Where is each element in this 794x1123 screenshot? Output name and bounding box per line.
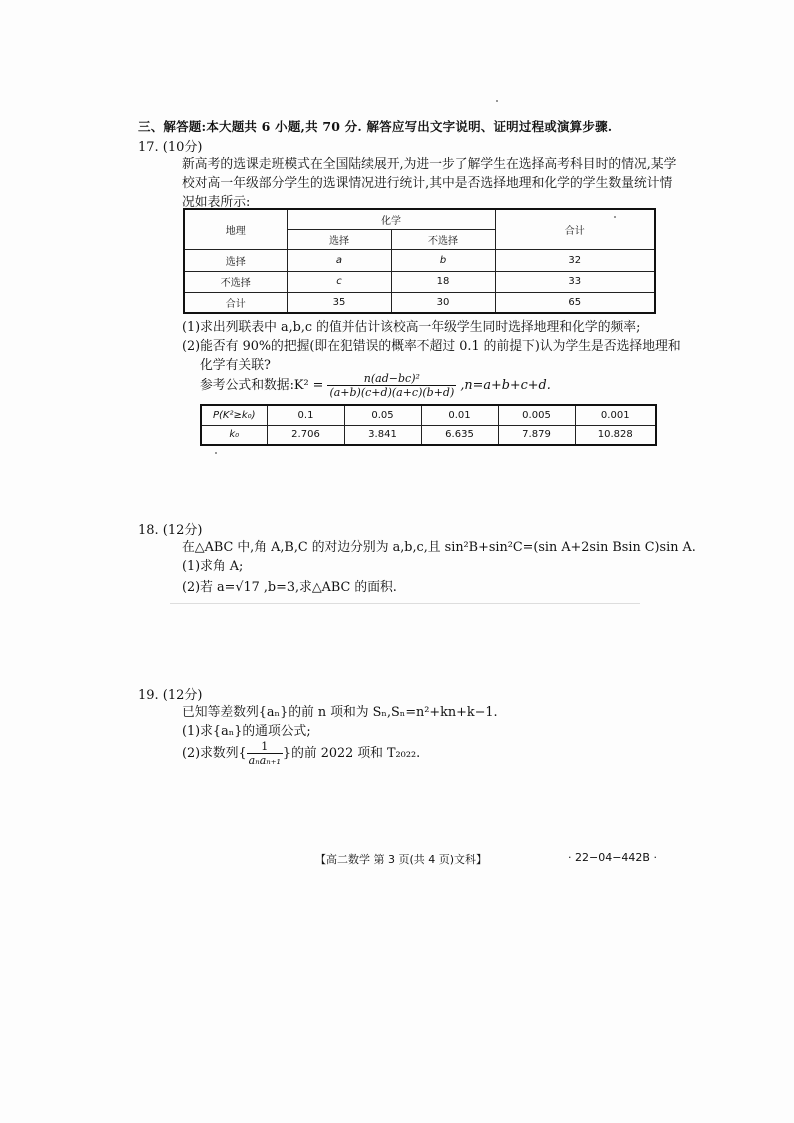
table-cell: 65 bbox=[495, 292, 655, 313]
q19-fraction-numerator: 1 bbox=[261, 740, 269, 753]
q19-sub-question-1: (1)求{aₙ}的通项公式; bbox=[182, 724, 311, 739]
scan-dot bbox=[215, 452, 217, 454]
table-cell: 18 bbox=[391, 271, 495, 292]
table-header-total: 合计 bbox=[495, 209, 655, 249]
q17-sub-question-2-line-1: (2)能否有 90%的把握(即在犯错误的概率不超过 0.1 的前提下)认为学生是否选择地理和 bbox=[182, 339, 681, 354]
table-row bbox=[184, 271, 655, 292]
q18-sub-question-1: (1)求角 A; bbox=[182, 559, 244, 574]
table-cell: 0.05 bbox=[344, 405, 421, 425]
q17-text-line-1: 新高考的选课走班模式在全国陆续展开,为进一步了解学生在选择高考科目时的情况,某学 bbox=[182, 157, 677, 172]
q17-text-line-2: 校对高一年级部分学生的选课情况进行统计,其中是否选择地理和化学的学生数量统计情 bbox=[182, 176, 673, 191]
table-cell: 33 bbox=[495, 271, 655, 292]
q19-fraction bbox=[247, 740, 283, 767]
formula-label: 参考公式和数据:K² = bbox=[200, 378, 324, 393]
contingency-table bbox=[183, 208, 656, 314]
table-cell: 35 bbox=[287, 292, 391, 313]
q19-heading: 19. (12分) bbox=[138, 688, 203, 703]
reference-formula bbox=[200, 372, 551, 400]
table-cell: 32 bbox=[495, 249, 655, 271]
table-row bbox=[201, 405, 656, 425]
q17-sub-question-2-line-2: 化学有关联? bbox=[200, 358, 271, 373]
table-row-label: 合计 bbox=[184, 292, 287, 313]
table-row bbox=[201, 425, 656, 445]
table-row bbox=[184, 292, 655, 313]
q19-fraction-denominator: aₙaₙ₊₁ bbox=[248, 754, 281, 767]
section-title: 三、解答题:本大题共 6 小题,共 70 分. 解答应写出文字说明、证明过程或演算步骤. bbox=[138, 119, 613, 134]
q19-sub2-prefix: (2)求数列{ bbox=[182, 746, 247, 761]
table-cell: 0.1 bbox=[267, 405, 344, 425]
table-cell: 10.828 bbox=[575, 425, 656, 445]
formula-numerator: n(ad−bc)² bbox=[363, 372, 420, 385]
q19-text-line-1: 已知等差数列{aₙ}的前 n 项和为 Sₙ,Sₙ=n²+kn+k−1. bbox=[182, 705, 498, 720]
table-header-chemistry: 化学 bbox=[287, 209, 495, 229]
table-cell: b bbox=[391, 249, 495, 271]
q18-text-line-1: 在△ABC 中,角 A,B,C 的对边分别为 a,b,c,且 sin²B+sin²C=(sin A+2sin Bsin C)sin A. bbox=[182, 540, 696, 555]
q18-heading: 18. (12分) bbox=[138, 523, 203, 538]
table-cell: 0.001 bbox=[575, 405, 656, 425]
formula-denominator: (a+b)(c+d)(a+c)(b+d) bbox=[329, 386, 455, 399]
table-cell: a bbox=[287, 249, 391, 271]
table-cell: 30 bbox=[391, 292, 495, 313]
table-cell: 3.841 bbox=[344, 425, 421, 445]
table-cell: 0.01 bbox=[421, 405, 498, 425]
table-row-label: k₀ bbox=[201, 425, 267, 445]
page-footer-right: · 22−04−442B · bbox=[568, 851, 657, 864]
q19-sub-question-2 bbox=[182, 740, 420, 768]
table-row bbox=[184, 249, 655, 271]
table-header-choose: 选择 bbox=[287, 229, 391, 249]
table-row-label: 不选择 bbox=[184, 271, 287, 292]
table-row-label: P(K²≥k₀) bbox=[201, 405, 267, 425]
q17-heading: 17. (10分) bbox=[138, 140, 203, 155]
table-cell: c bbox=[287, 271, 391, 292]
formula-fraction bbox=[327, 372, 456, 399]
q18-sub-question-2: (2)若 a=√17 ,b=3,求△ABC 的面积. bbox=[182, 580, 397, 595]
scan-dot bbox=[496, 100, 498, 102]
table-cell: 7.879 bbox=[498, 425, 575, 445]
formula-tail: ,n=a+b+c+d. bbox=[460, 378, 551, 393]
table-header-geography: 地理 bbox=[184, 209, 287, 249]
q17-sub-question-1: (1)求出列联表中 a,b,c 的值并估计该校高一年级学生同时选择地理和化学的频率; bbox=[182, 320, 641, 335]
page-footer-left: 【高二数学 第 3 页(共 4 页)文科】 bbox=[315, 853, 488, 866]
scan-artifact bbox=[170, 603, 640, 604]
critical-value-table bbox=[200, 404, 657, 446]
q17-text-line-3: 况如表所示: bbox=[182, 195, 251, 210]
table-header-not-choose: 不选择 bbox=[391, 229, 495, 249]
table-row-label: 选择 bbox=[184, 249, 287, 271]
table-cell: 2.706 bbox=[267, 425, 344, 445]
table-cell: 0.005 bbox=[498, 405, 575, 425]
table-cell: 6.635 bbox=[421, 425, 498, 445]
q19-sub2-suffix: }的前 2022 项和 T₂₀₂₂. bbox=[282, 746, 421, 761]
